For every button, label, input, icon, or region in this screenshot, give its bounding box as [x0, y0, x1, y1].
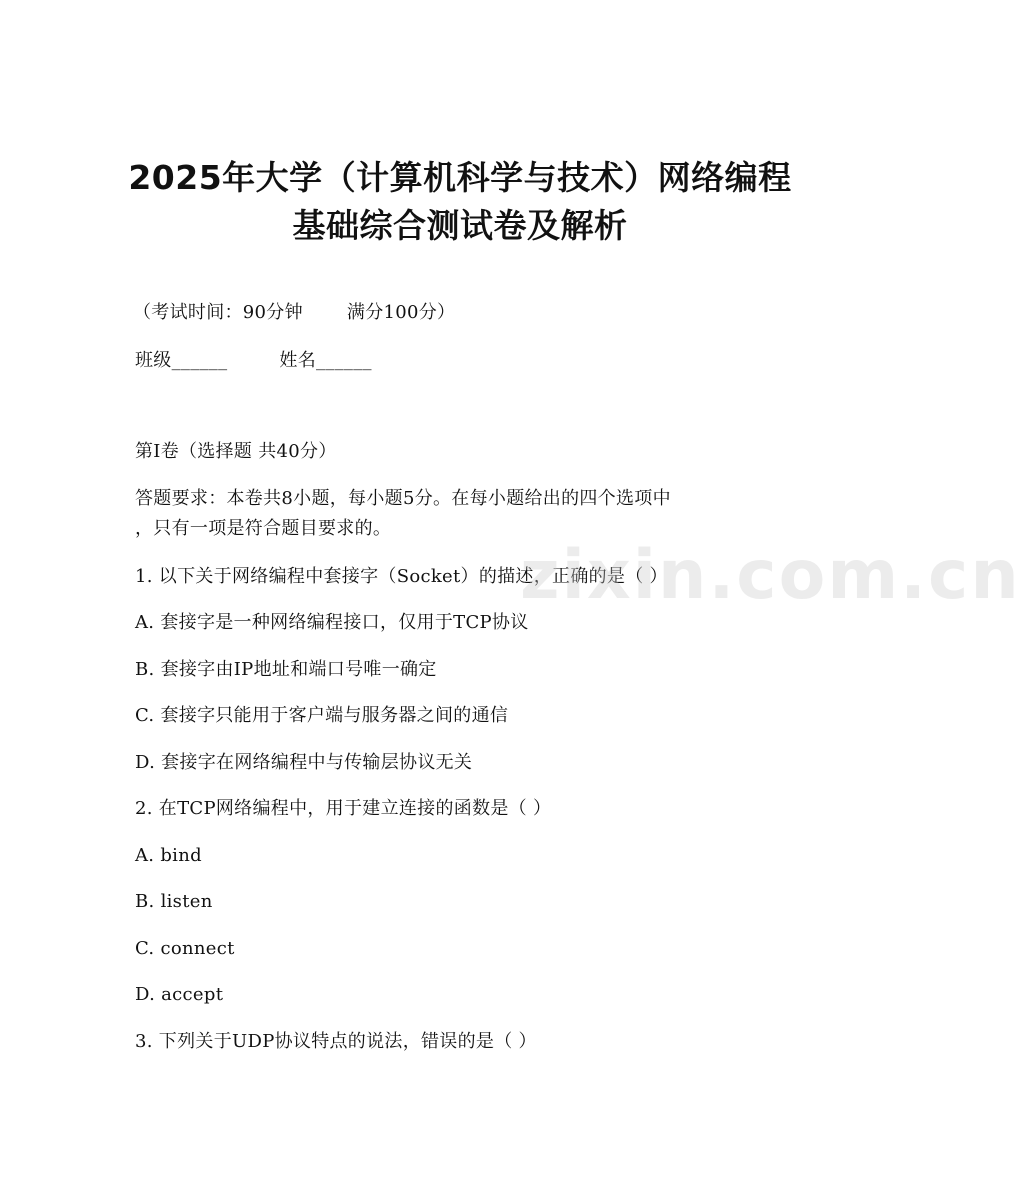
question-1-option-d: D. 套接字在网络编程中与传输层协议无关 [135, 752, 473, 773]
instructions-line1: 答题要求：本卷共8小题，每小题5分。在每小题给出的四个选项中 [135, 488, 671, 509]
question-1-option-c: C. 套接字只能用于客户端与服务器之间的通信 [135, 705, 509, 726]
question-1-option-b: B. 套接字由IP地址和端口号唯一确定 [135, 659, 437, 680]
question-1-stem: 1. 以下关于网络编程中套接字（Socket）的描述，正确的是（ ） [135, 566, 668, 587]
instructions-line2: ，只有一项是符合题目要求的。 [135, 518, 392, 539]
name-field: 姓名______ [279, 350, 372, 371]
document-title-line1: 2025年大学（计算机科学与技术）网络编程 [128, 158, 792, 197]
question-1-option-a: A. 套接字是一种网络编程接口，仅用于TCP协议 [135, 612, 529, 633]
question-2-option-b: B. listen [135, 891, 213, 912]
class-field: 班级______ [135, 350, 228, 371]
watermark: zixin.com.cn [520, 536, 1021, 615]
student-fields [135, 347, 372, 375]
exam-info [133, 299, 455, 327]
exam-time: （考试时间：90分钟 [133, 302, 303, 323]
question-2-option-c: C. connect [135, 938, 235, 959]
question-2-stem: 2. 在TCP网络编程中，用于建立连接的函数是（ ） [135, 798, 552, 819]
exam-score: 满分100分） [346, 302, 456, 323]
question-2-option-d: D. accept [135, 984, 224, 1005]
document-title-line2: 基础综合测试卷及解析 [292, 206, 628, 245]
question-3-stem: 3. 下列关于UDP协议特点的说法，错误的是（ ） [135, 1031, 537, 1052]
section-title: 第I卷（选择题 共40分） [135, 441, 337, 462]
question-2-option-a: A. bind [135, 845, 202, 866]
